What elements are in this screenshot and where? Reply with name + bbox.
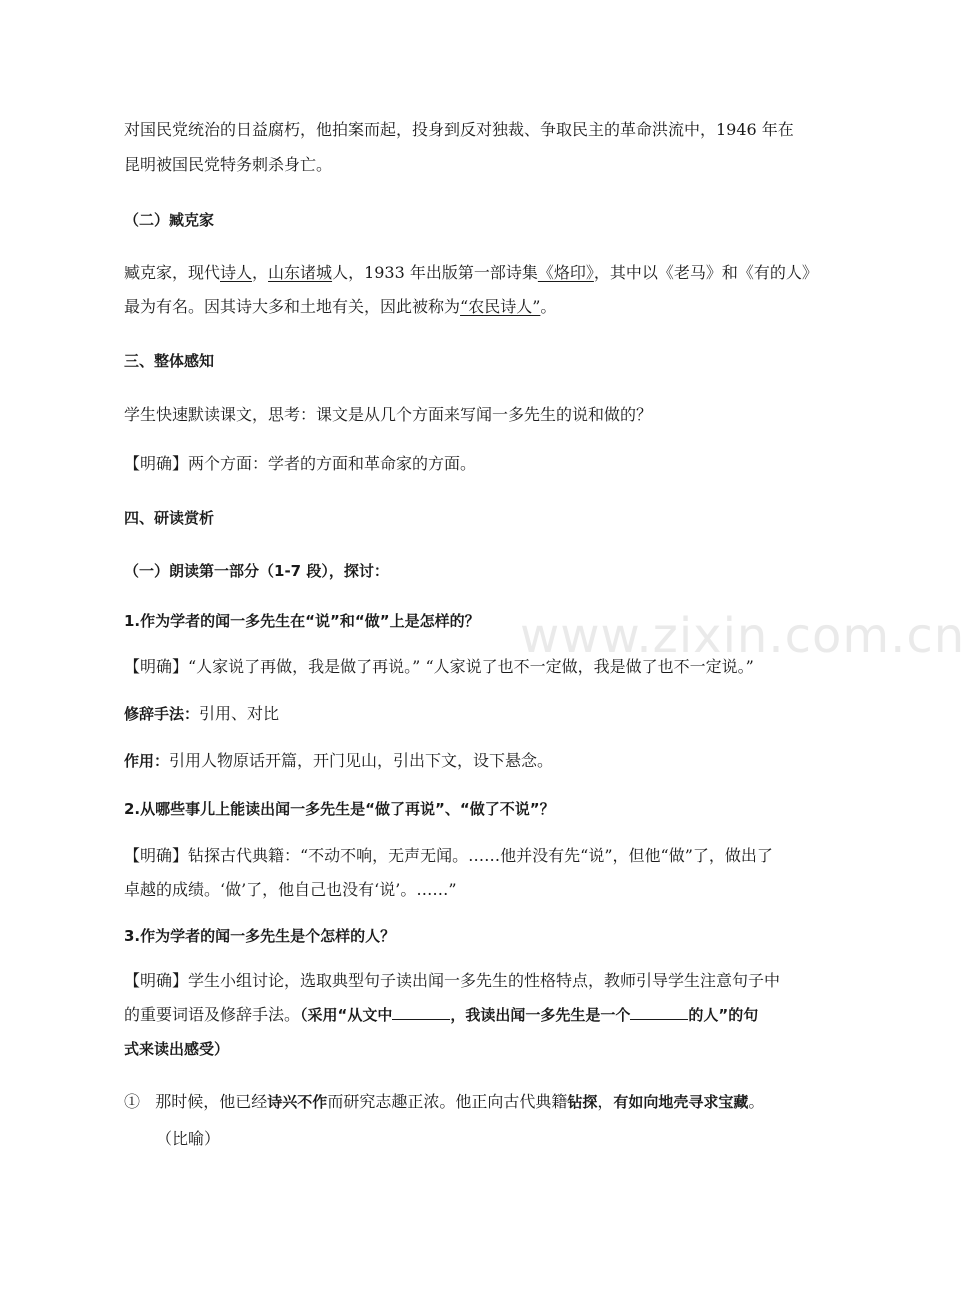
example-line <box>124 1091 764 1113</box>
question-text: 学生快速默读课文，思考：课文是从几个方面来写闻一多先生的说和做的？ <box>124 405 653 424</box>
answer-text: 【明确】学生小组讨论，选取典型句子读出闻一多先生的性格特点，教师引导学生注意句子中 <box>124 971 781 990</box>
underlined-link-place: 山东诸城 <box>268 263 333 282</box>
bold-run: 的人”的句 <box>688 1006 759 1024</box>
blank-line <box>392 1005 450 1020</box>
paragraph-line: 对国民党统治的日益腐朽，他拍案而起，投身到反对独裁、争取民主的革命洪流中，1946 年在 <box>124 120 794 139</box>
label: 作用： <box>124 752 170 770</box>
text-run: 最为有名。因其诗大多和土地有关，因此被称为 <box>124 297 461 316</box>
watermark: www.zixin.com.cn <box>520 608 965 664</box>
text-run: 引用人物原话开篇，开门见山，引出下文，设下悬念。 <box>169 751 554 770</box>
question-heading: 1.作为学者的闻一多先生在“说”和“做”上是怎样的？ <box>124 612 480 630</box>
answer-text: 【明确】两个方面：学者的方面和革命家的方面。 <box>124 454 477 473</box>
section-heading: 三、整体感知 <box>124 352 215 370</box>
text-run: 臧克家，现代 <box>124 263 221 282</box>
paragraph-line: 昆明被国民党特务刺杀身亡。 <box>124 155 333 174</box>
bold-run: （采用“从文中 <box>300 1006 393 1024</box>
text-run: ，其中以《老马》和《有的人》 <box>593 263 818 282</box>
bold-run: 钻探 <box>567 1093 598 1111</box>
example-note: （比喻） <box>156 1129 221 1148</box>
text-run: 。 <box>540 297 557 316</box>
answer-text: 卓越的成绩。‘做’了，他自己也没有‘说’。……” <box>124 880 457 899</box>
circled-number: ① <box>124 1092 141 1111</box>
bold-run: 诗兴不作 <box>267 1093 328 1111</box>
subsection-heading: （一）朗读第一部分（1-7 段），探讨： <box>124 562 389 580</box>
question-heading: 3.作为学者的闻一多先生是个怎样的人？ <box>124 927 396 945</box>
text-run: 人，1933 年出版第一部诗集 <box>332 263 538 282</box>
paragraph-line <box>124 703 279 725</box>
bold-run: ，我读出闻一多先生是一个 <box>450 1006 631 1024</box>
paragraph-line <box>124 262 818 284</box>
section-heading: 四、研读赏析 <box>124 509 215 527</box>
section-heading: （二）臧克家 <box>124 211 215 229</box>
answer-text: 【明确】“人家说了再做，我是做了再说。” “人家说了也不一定做，我是做了也不一定说。” <box>124 657 754 676</box>
answer-text <box>124 1004 758 1026</box>
paragraph-line <box>124 296 556 318</box>
blank-line <box>630 1005 688 1020</box>
text-run: 引用、对比 <box>199 704 280 723</box>
underlined-link-poet: 诗人 <box>220 263 253 282</box>
text-run: 那时候，他已经 <box>155 1092 268 1111</box>
text-run: 而研究志趣正浓。他正向古代典籍 <box>327 1092 568 1111</box>
answer-text: 式来读出感受） <box>124 1040 230 1058</box>
text-run: ， <box>252 263 269 282</box>
paragraph-line <box>124 750 553 772</box>
text-run: 。 <box>748 1092 765 1111</box>
underlined-link-title: “农民诗人” <box>460 297 541 316</box>
underlined-link-book: 《烙印》 <box>537 263 594 282</box>
answer-text: 【明确】钻探古代典籍：“不动不响，无声无闻。……他并没有先“说”，但他“做”了，做出了 <box>124 846 773 865</box>
bold-run: 有如向地壳寻求宝藏 <box>613 1093 749 1111</box>
label: 修辞手法： <box>124 705 200 723</box>
question-heading: 2.从哪些事儿上能读出闻一多先生是“做了再说”、“做了不说”？ <box>124 800 555 818</box>
text-run: ， <box>597 1092 614 1111</box>
text-run: 的重要词语及修辞手法。 <box>124 1005 301 1024</box>
